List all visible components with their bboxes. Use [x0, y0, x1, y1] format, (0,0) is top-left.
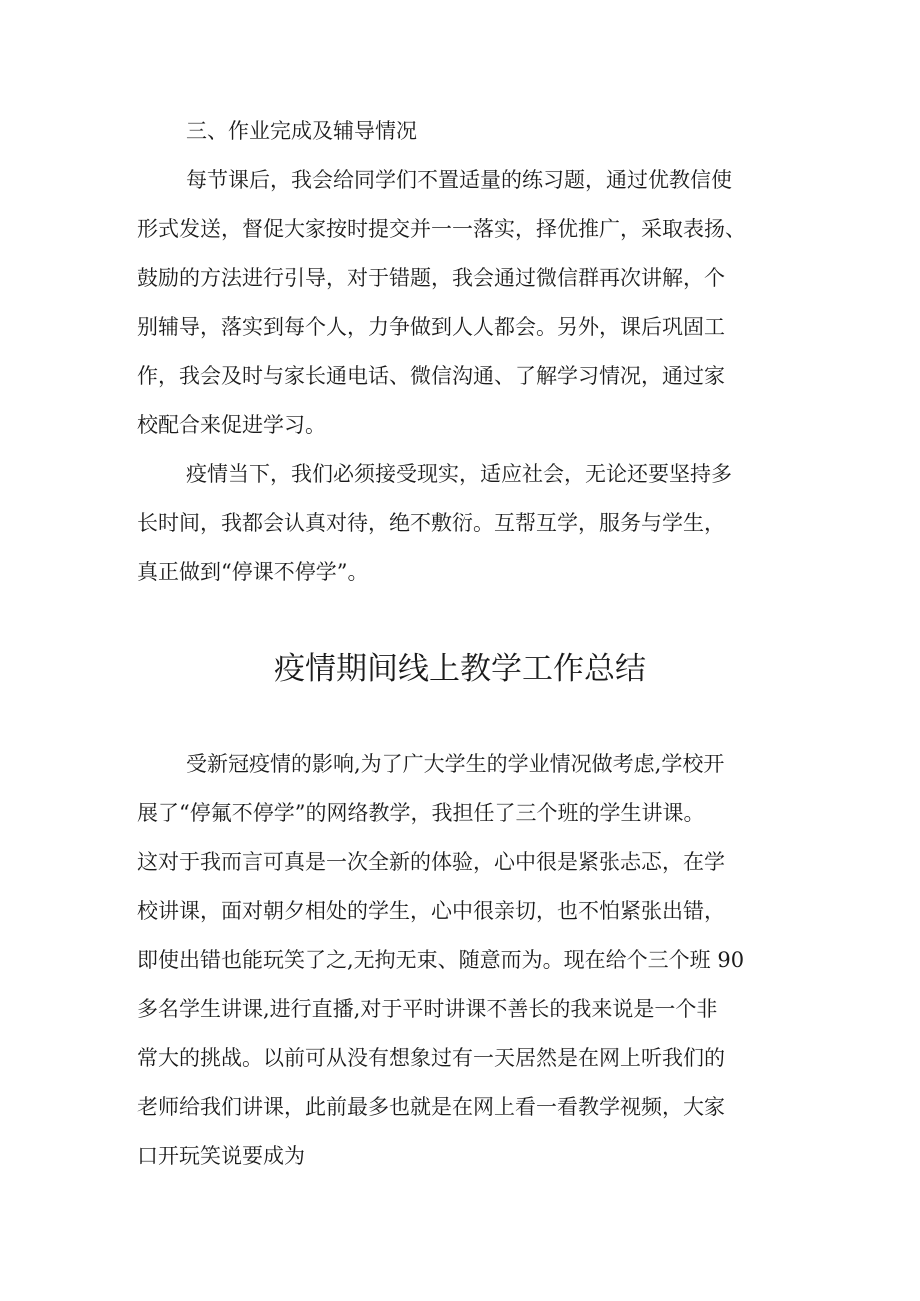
paragraph-line: 这对于我而言可真是一次全新的体验，心中很是紧张忐忑，在学	[137, 850, 725, 874]
paragraph-line: 老师给我们讲课，此前最多也就是在网上看一看教学视频，大家	[137, 1095, 725, 1119]
paragraph-article-body	[137, 740, 827, 1181]
paragraph-line: 作，我会及时与家长通电话、微信沟通、了解学习情况，通过家	[137, 364, 725, 388]
paragraph-line: 长时间，我都会认真对待，绝不敷衍。互帮互学，服务与学生，	[137, 511, 725, 535]
paragraph-line: 校配合来促进学习。	[137, 413, 326, 437]
paragraph-line: 即使出错也能玩笑了之,无拘无束、随意而为。现在给个三个班 90	[137, 948, 745, 972]
paragraph-pandemic	[137, 450, 827, 597]
paragraph-line: 真正做到“停课不停学”。	[137, 560, 369, 584]
paragraph-line: 常大的挑战。以前可从没有想象过有一天居然是在网上听我们的	[137, 1046, 725, 1070]
article-title: 疫情期间线上教学工作总结	[274, 651, 646, 687]
paragraph-line: 多名学生讲课,进行直播,对于平时讲课不善长的我来说是一个非	[137, 997, 718, 1021]
section-heading: 三、作业完成及辅导情况	[186, 119, 417, 143]
paragraph-line: 别辅导，落实到每个人，力争做到人人都会。另外，课后巩固工	[137, 315, 725, 339]
paragraph-homework	[137, 156, 827, 450]
paragraph-line: 受新冠疫情的影响,为了广大学生的学业情况做考虑,学校开	[186, 752, 725, 776]
paragraph-line: 展了“停氟不停学”的网络教学，我担任了三个班的学生讲课。	[137, 801, 705, 825]
paragraph-line: 鼓励的方法进行引导，对于错题，我会通过微信群再次讲解，个	[137, 266, 725, 290]
paragraph-line: 疫情当下，我们必须接受现实，适应社会，无论还要坚持多	[186, 462, 732, 486]
paragraph-line: 形式发送，督促大家按时提交并一一落实，择优推广，采取表扬、	[137, 217, 746, 241]
paragraph-line: 每节课后，我会给同学们不置适量的练习题，通过优教信使	[186, 168, 732, 192]
paragraph-line: 校讲课，面对朝夕相处的学生，心中很亲切，也不怕紧张出错，	[137, 899, 725, 923]
paragraph-line: 口开玩笑说要成为	[137, 1144, 305, 1168]
